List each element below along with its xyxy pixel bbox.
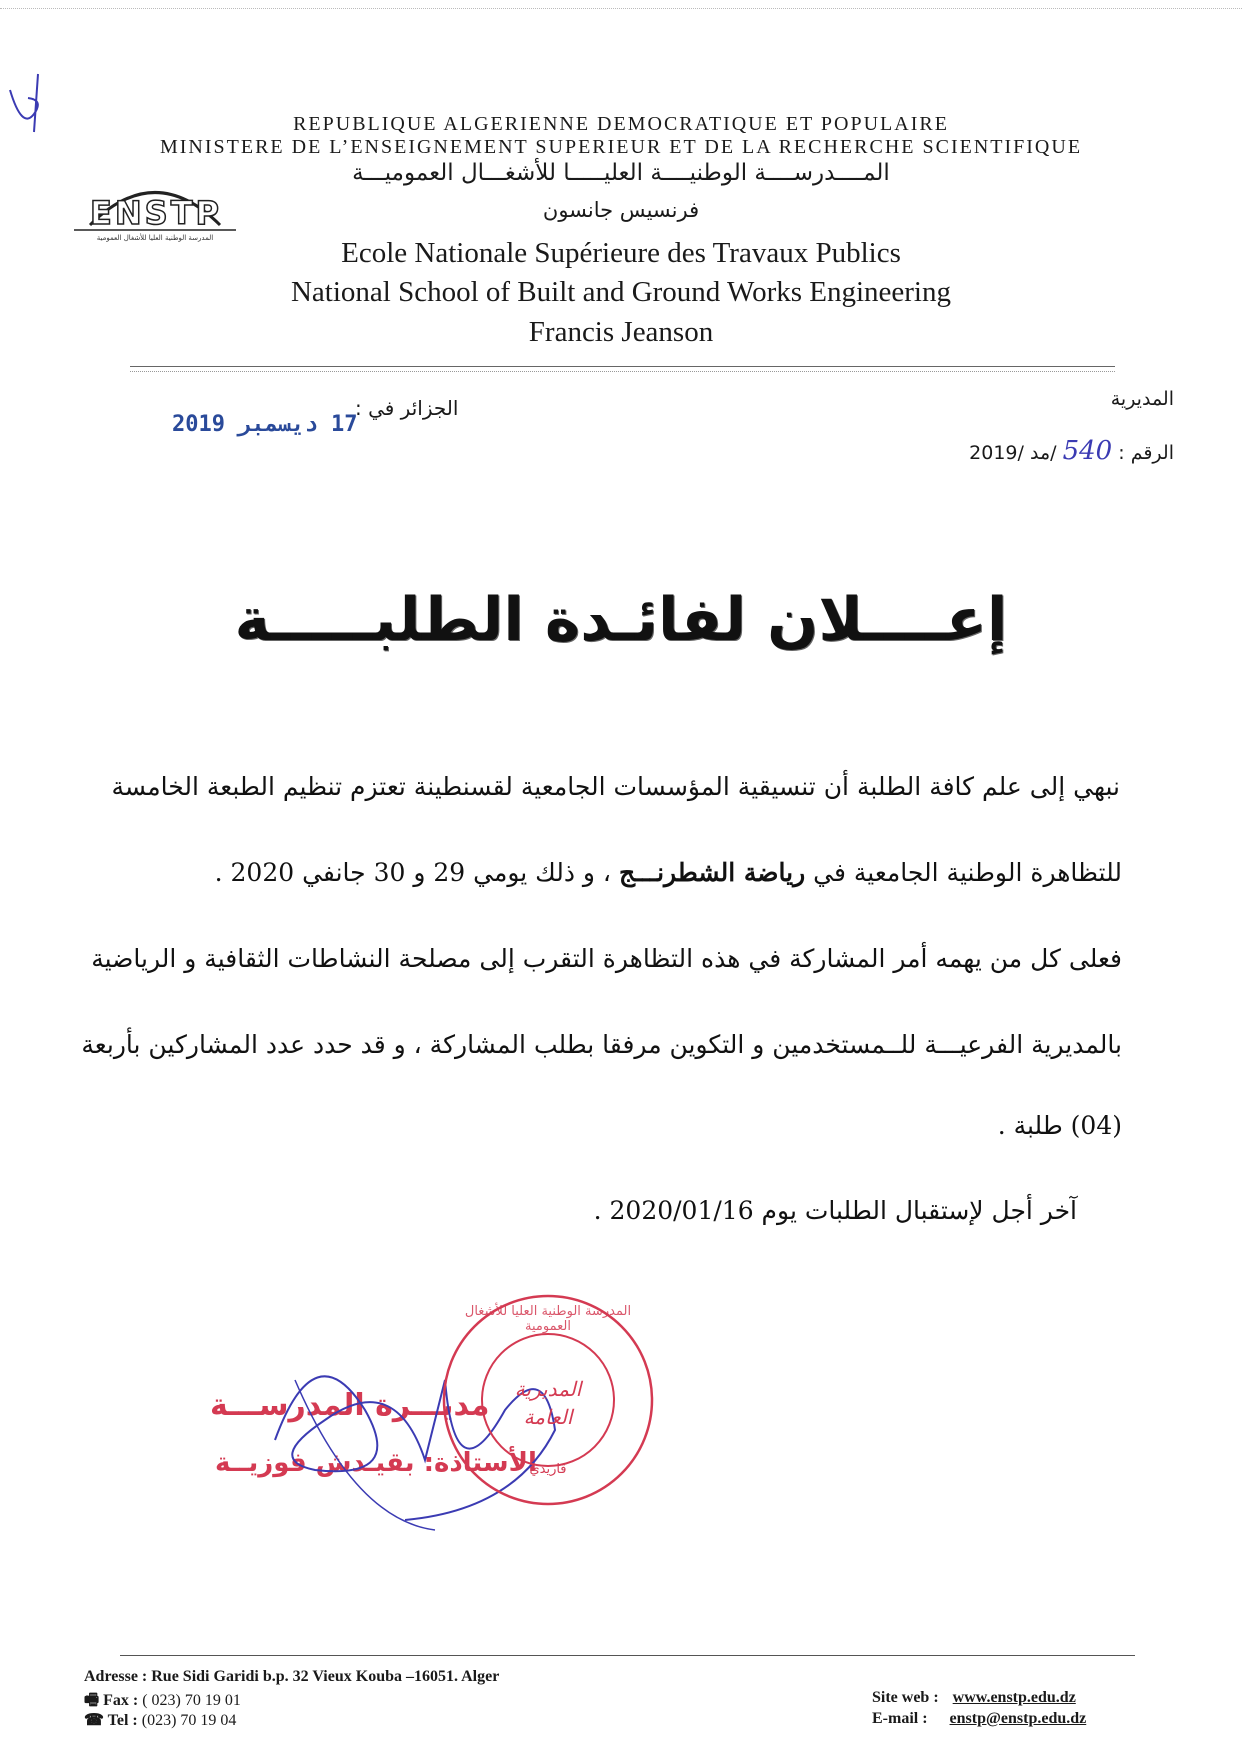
footer-tel-row	[84, 1710, 236, 1730]
body-line-1: نبهي إلى علم كافة الطلبة أن تنسيقية المؤسسات الجامعية لقسنطينة تعتزم تنظيم الطبعة الخامسة	[111, 772, 1120, 801]
reference-label: الرقم :	[1118, 442, 1174, 464]
signature-name: الأستاذة: بقيـدش فوزيــة	[215, 1448, 537, 1478]
fax-number: ( 023) 70 19 01	[142, 1692, 241, 1709]
scan-edge	[0, 8, 1242, 9]
logo-text: ENSTP	[90, 194, 222, 232]
header-divider-dotted	[130, 371, 1115, 372]
reference-handwritten: 540	[1062, 436, 1113, 466]
footer-email-row	[872, 1710, 1086, 1728]
fax-label: Fax :	[103, 1692, 139, 1709]
body-line-2	[215, 858, 1122, 887]
place-label: الجزائر في :	[355, 396, 459, 420]
deadline-line: آخر أجل لإستقبال الطلبات يوم 2020/01/16 .	[593, 1196, 1077, 1225]
header-school-arabic: المــــدرســــة الوطنيــــة العليـــــا للأشغـــال العموميـــة	[352, 160, 890, 186]
event-name: رياضة الشطرنـــج	[618, 858, 806, 887]
header-name-arabic: فرنسيس جانسون	[542, 198, 700, 222]
header-school-name: Francis Jeanson	[528, 316, 714, 348]
signature-title: مديـــرة المدرســـة	[210, 1388, 490, 1423]
body-line-5: (04) طلبة .	[997, 1111, 1122, 1140]
header-divider	[130, 366, 1115, 367]
header-republic: REPUBLIQUE ALGERIENNE DEMOCRATIQUE ET POPULAIRE	[293, 113, 949, 135]
stamp-bottom-text: قاريدي	[529, 1462, 567, 1477]
site-label: Site web :	[872, 1689, 939, 1706]
tel-label: Tel :	[107, 1712, 138, 1729]
date-stamp: 17 ديسمبر 2019	[172, 412, 358, 437]
header-school-en: National School of Built and Ground Works Engineering	[290, 276, 951, 308]
footer-address: Adresse : Rue Sidi Garidi b.p. 32 Vieux Kouba –16051. Alger	[84, 1668, 500, 1685]
announcement-title: إعــــلان لفائـدة الطلبـــــة	[234, 585, 1008, 655]
phone-icon: ☎	[84, 1712, 104, 1729]
footer-divider	[120, 1655, 1135, 1656]
footer-site-row	[872, 1689, 1076, 1707]
email-label: E-mail :	[872, 1710, 928, 1727]
official-stamp	[438, 1290, 658, 1510]
body-line-4: بالمديرية الفرعيـــة للــمستخدمين و التكوين مرفقا بطلب المشاركة ، و قد حدد عدد المشاركين بأربعة	[81, 1030, 1122, 1059]
direction-label: المديرية	[1110, 388, 1174, 410]
reference-suffix: /مد /2019	[969, 442, 1057, 464]
header-ministry: MINISTERE DE L’ENSEIGNEMENT SUPERIEUR ET DE LA RECHERCHE SCIENTIFIQUE	[159, 136, 1083, 158]
body-line-2-start: للتظاهرة الوطنية الجامعية في	[813, 858, 1122, 887]
stamp-ring-text: المدرسة الوطنية العليا للأشغال العمومية	[464, 1304, 632, 1334]
enstp-logo	[70, 170, 240, 260]
body-line-3: فعلى كل من يهمه أمر المشاركة في هذه التظاهرة التقرب إلى مصلحة النشاطات الثقافية و الرياضية	[91, 944, 1122, 973]
header-school-fr: Ecole Nationale Supérieure des Travaux Publics	[341, 237, 901, 269]
email-link[interactable]: enstp@enstp.edu.dz	[949, 1710, 1087, 1727]
fax-icon: 🖷	[84, 1692, 100, 1709]
stamp-center-text: المديرية العامة	[514, 1377, 582, 1429]
tel-number: (023) 70 19 04	[141, 1712, 237, 1729]
body-line-2-end: ، و ذلك يومي 29 و 30 جانفي 2020 .	[214, 858, 612, 887]
site-link[interactable]: www.enstp.edu.dz	[952, 1689, 1076, 1706]
reference-line	[969, 436, 1174, 466]
logo-subtitle: المدرسة الوطنية العليا للأشغال العمومية	[96, 234, 214, 242]
